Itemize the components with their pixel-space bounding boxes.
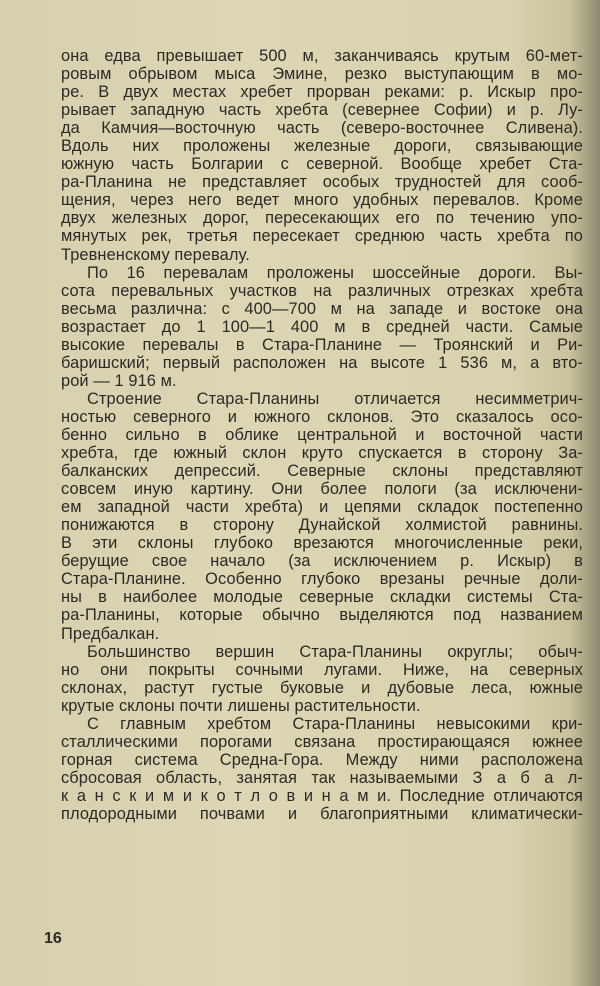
text-line: она едва превышает 500 м, заканчиваясь крутым 60-мет- <box>61 47 583 65</box>
paragraph <box>61 390 583 643</box>
text-line: понижаются в сторону Дунайской холмистой равнины. <box>61 516 583 535</box>
text-line: хребта, где южный склон круто спускается в сторону За- <box>61 444 583 463</box>
text-line: ровым обрывом мыса Эмине, резко выступающим в мо- <box>61 65 583 84</box>
text-line: ра-Планина не представляет особых трудностей для сооб- <box>61 173 583 192</box>
paragraph <box>61 47 583 264</box>
text-line: рой — 1 916 м. <box>61 371 177 390</box>
text-line: сталлическими порогами связана простирающаяся южнее <box>61 732 583 751</box>
text-line: Тревненскому перевалу. <box>61 245 250 264</box>
text-line: совсем иную картину. Они более пологи (за исключени- <box>61 480 583 499</box>
text-line: По 16 перевалам проложены шоссейные дороги. Вы- <box>87 263 583 282</box>
text-line: баришский; первый расположен на высоте 1 536 м, а вто- <box>61 353 583 372</box>
text-line: ем западной части хребта) и цепями складок постепенно <box>61 498 583 517</box>
text-line: щения, через него ведет много удобных перевалов. Кроме <box>61 191 583 210</box>
text-line: мянутых рек, третья пересекает среднюю часть хребта по <box>61 227 583 246</box>
text-line: бенно сильно в облике центральной и восточной части <box>61 425 583 444</box>
paragraph <box>61 643 583 715</box>
text-line: Вдоль них проложены железные дороги, связывающие <box>61 137 583 156</box>
text-line: высокие перевалы в Стара-Планине — Троянский и Ри- <box>61 335 583 354</box>
text-line: Стара-Планине. Особенно глубоко врезаны речные доли- <box>61 570 583 589</box>
text-line: сбросовая область, занятая так называемыми З а б а л- <box>61 768 583 787</box>
text-line: ра-Планины, которые обычно выделяются под названием <box>61 606 583 625</box>
paragraph <box>61 715 583 823</box>
text-line: рывает западную часть хребта (севернее Софии) и р. Лу- <box>61 101 583 120</box>
text-line: крутые склоны почти лишены растительности. <box>61 696 421 715</box>
text-line: двух железных дорог, пересекающих его по течению упо- <box>61 209 583 228</box>
text-line: С главным хребтом Стара-Планины невысокими кри- <box>87 714 583 733</box>
paragraph <box>61 264 583 390</box>
text-line: склонах, растут густые буковые и дубовые леса, южные <box>61 678 583 697</box>
text-line: балканских депрессий. Северные склоны представляют <box>61 462 583 481</box>
text-line: весьма различна: с 400—700 м на западе и востоке она <box>61 299 583 318</box>
text-line: к а н с к и м и к о т л о в и н а м и. Последние отличаются <box>61 786 583 805</box>
text-line: да Камчия—восточную часть (северо-восточнее Сливена). <box>61 119 583 138</box>
page-number: 16 <box>44 930 62 947</box>
text-line: горная система Средна-Гора. Между ними расположена <box>61 750 583 769</box>
book-page-text <box>61 47 583 823</box>
text-line: южную часть Болгарии с северной. Вообще хребет Ста- <box>61 155 583 174</box>
text-line: плодородными почвами и благоприятными климатически- <box>61 804 583 823</box>
text-line: Предбалкан. <box>61 624 160 643</box>
text-line: сота перевальных участков на различных отрезках хребта <box>61 281 583 300</box>
text-line: ны в наиболее молодые северные складки системы Ста- <box>61 588 583 607</box>
text-line: берущие свое начало (за исключением р. Искыр) в <box>61 552 583 571</box>
text-line: ностью северного и южного склонов. Это сказалось осо- <box>61 407 583 426</box>
text-line: возрастает до 1 100—1 400 м в средней части. Самые <box>61 317 583 336</box>
text-line: Большинство вершин Стара-Планины округлы; обыч- <box>87 642 583 661</box>
text-line: Строение Стара-Планины отличается несимметрич- <box>87 389 583 408</box>
text-line: В эти склоны глубоко врезаются многочисленные реки, <box>61 534 583 553</box>
text-line: но они покрыты сочными лугами. Ниже, на северных <box>61 660 583 679</box>
text-line: ре. В двух местах хребет прорван реками: р. Искыр про- <box>61 83 583 102</box>
